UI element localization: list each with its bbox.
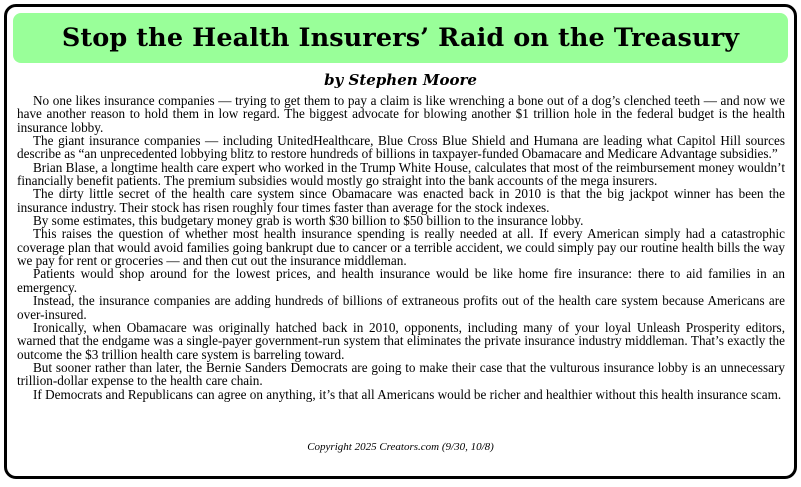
paragraph: But sooner rather than later, the Bernie Sanders Democrats are going to make their case that the vulturous insurance lobby is an unnecessary trillion-dollar expense to the health care chain. [17,359,785,389]
byline: by Stephen Moore [324,71,477,89]
copyright-notice: Copyright 2025 Creators.com (9/30, 10/8) [307,441,494,453]
headline: Stop the Health Insurers’ Raid on the Treasury [61,23,740,53]
paragraph: This raises the question of whether most health insurance spending is really needed at all. If every American simply had a catastrophic coverage plan that would avoid families going bankrupt due to cancer or a terrible accident, we could simply pay our routine health bills the way we pay for rent or groceries — and then cut out the insurance middleman. [17,226,785,269]
paragraph: Instead, the insurance companies are adding hundreds of billions of extraneous profits out of the health care system because Americans are over-insured. [17,293,785,322]
paragraph: The dirty little secret of the health care system since Obamacare was enacted back in 2010 is that the big jackpot winner has been the insurance industry. Their stock has risen roughly four times faster than average for the stock indexes. [17,186,785,215]
paragraph: If Democrats and Republicans can agree on anything, it’s that all Americans would be richer and healthier without this health insurance scam. [33,386,782,402]
paragraph: No one likes insurance companies — trying to get them to pay a claim is like wrenching a bone out of a dog’s clenched teeth — and now we have another reason to hold them in low regard. The biggest advocate for blowing another $1 trillion hole in the federal budget is the health insurance lobby. [17,93,785,135]
paragraph: The giant insurance companies — including UnitedHealthcare, Blue Cross Blue Shield and Humana are leading what Capitol Hill sources describe as “an unprecedented lobbying blitz to restore hundreds of billions in taxpayer-funded Obamacare and Medicare Advantage subsidies.” [17,133,785,162]
paragraph: Ironically, when Obamacare was originally hatched back in 2010, opponents, including many of your loyal Unleash Prosperity editors, warned that the endgame was a single-payer government-run system that eliminates the private insurance industry middleman. That’s exactly the outcome the $3 trillion health care system is barreling toward. [17,319,785,362]
paragraph: By some estimates, this budgetary money grab is worth $30 billion to $50 billion to the insurance lobby. [33,213,584,229]
headline-banner [13,13,788,63]
article-body [17,94,785,401]
paragraph: Brian Blase, a longtime health care expert who worked in the Trump White House, calculates that most of the reimbursement money wouldn’t financially benefit patients. The premium subsidies would mostly go straight into the bank accounts of the mega insurers. [17,159,785,189]
paragraph: Patients would shop around for the lowest prices, and health insurance would be like home fire insurance: there to aid families in an emergency. [17,266,785,295]
article-frame [4,4,797,479]
